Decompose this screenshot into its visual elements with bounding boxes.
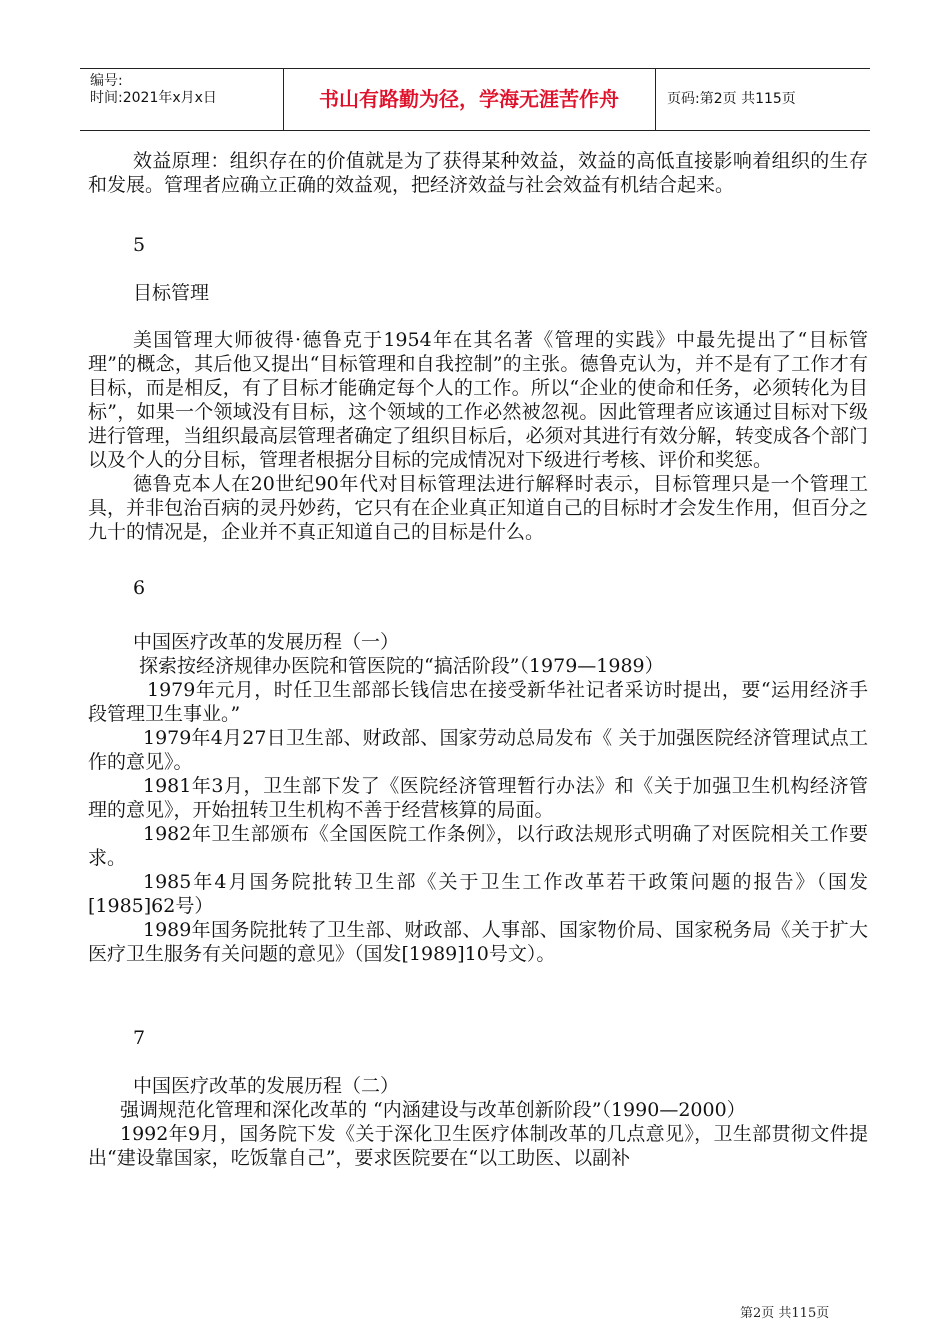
section-number: 7 bbox=[133, 1027, 146, 1049]
doc-number-label: 编号: bbox=[90, 73, 123, 89]
paragraph-mbo-drucker: 德鲁克本人在20世纪90年代对目标管理法进行解释时表示，目标管理只是一个管理工具，并非包治百病的灵丹妙药，它只有在企业真正知道自己的目标时才会发生作用，但百分之九十的情况是，企业并不真正知道自己的目标是什么。 bbox=[88, 473, 868, 543]
paragraph-1989: 1989年国务院批转了卫生部、财政部、人事部、国家物价局、国家税务局《关于扩大医疗卫生服务有关问题的意见》（国发[1989]10号文）。 bbox=[88, 919, 868, 965]
paragraph-1992: 1992年9月，国务院下发《关于深化卫生医疗体制改革的几点意见》，卫生部贯彻文件提出“建设靠国家，吃饭靠自己”，要求医院要在“以工助医、以副补 bbox=[88, 1123, 868, 1169]
header-meta bbox=[90, 73, 217, 107]
document-body bbox=[88, 149, 868, 1170]
paragraph-1979-apr: 1979年4月27日卫生部、财政部、国家劳动总局发布《 关于加强医院经济管理试点工作的意见》。 bbox=[88, 727, 868, 773]
page-header bbox=[80, 68, 870, 131]
section-number: 6 bbox=[133, 577, 146, 599]
paragraph-1982: 1982年卫生部颁布《全国医院工作条例》，以行政法规形式明确了对医院相关工作要求。 bbox=[88, 823, 868, 869]
date-label: 时间:2021年x月x日 bbox=[90, 90, 217, 106]
paragraph-benefit-principle: 效益原理：组织存在的价值就是为了获得某种效益，效益的高低直接影响着组织的生存和发展。管理者应确立正确的效益观，把经济效益与社会效益有机结合起来。 bbox=[88, 150, 868, 196]
section-title: 中国医疗改革的发展历程（一） bbox=[133, 631, 400, 653]
section-subtitle: 探索按经济规律办医院和管医院的“搞活阶段”（1979—1989） bbox=[139, 655, 664, 677]
header-motto: 书山有路勤为径，学海无涯苦作舟 bbox=[319, 87, 619, 111]
section-number: 5 bbox=[133, 234, 146, 256]
paragraph-1979-jan: 1979年元月，时任卫生部部长钱信忠在接受新华社记者采访时提出，要“运用经济手段管理卫生事业。” bbox=[88, 679, 868, 725]
footer-page-number: 第2页 共115页 bbox=[740, 1306, 830, 1321]
header-divider bbox=[655, 69, 656, 130]
section-subtitle: 强调规范化管理和深化改革的 “内涵建设与改革创新阶段”（1990—2000） bbox=[120, 1099, 746, 1121]
section-title: 中国医疗改革的发展历程（二） bbox=[133, 1075, 400, 1097]
section-title: 目标管理 bbox=[133, 282, 210, 304]
paragraph-mbo-intro: 美国管理大师彼得·德鲁克于1954年在其名著《管理的实践》中最先提出了“目标管理”的概念，其后他又提出“目标管理和自我控制”的主张。德鲁克认为，并不是有了工作才有目标，而是相反，有了目标才能确定每个人的工作。所以“企业的使命和任务，必须转化为目标”，如果一个领域没有目标，这个领域的工作必然被忽视。因此管理者应该通过目标对下级进行管理，当组织最高层管理者确定了组织目标后，必须对其进行有效分解，转变成各个部门以及个人的分目标，管理者根据分目标的完成情况对下级进行考核、评价和奖惩。 bbox=[88, 329, 868, 471]
paragraph-1981: 1981年3月，卫生部下发了《医院经济管理暂行办法》和《关于加强卫生机构经济管理的意见》，开始扭转卫生机构不善于经营核算的局面。 bbox=[88, 775, 868, 821]
paragraph-1985: 1985年4月国务院批转卫生部《关于卫生工作改革若干政策问题的报告》（国发[1985]62号） bbox=[88, 871, 868, 917]
header-page-number: 页码:第2页 共115页 bbox=[667, 91, 796, 107]
